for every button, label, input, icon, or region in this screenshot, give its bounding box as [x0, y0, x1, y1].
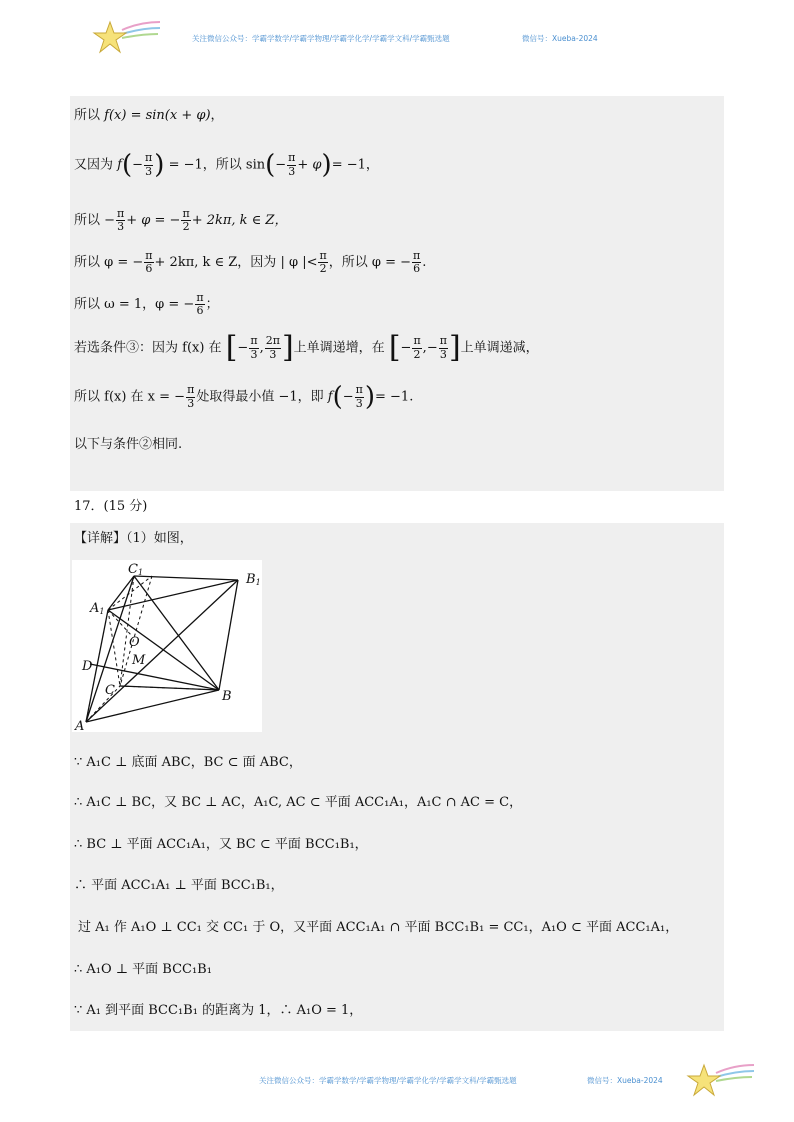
text: 所以 − — [74, 213, 116, 229]
fraction — [287, 152, 296, 177]
fraction — [144, 250, 153, 275]
den: 6 — [196, 304, 204, 318]
text: 处取得最小值 −1，即 — [196, 389, 324, 405]
den: 3 — [250, 347, 258, 361]
num: π — [413, 334, 421, 348]
paren: ( — [332, 382, 343, 412]
label-a: A — [75, 719, 85, 732]
statement-2: ∴ A₁C ⊥ BC，又 BC ⊥ AC，A₁C, AC ⊂ 平面 ACC₁A₁，A₁C ∩ AC = C， — [74, 795, 523, 810]
text: 所以 f(x) 在 x = − — [74, 389, 186, 405]
text: 所以 φ = − — [74, 255, 144, 271]
prism-diagram — [72, 560, 262, 732]
paren: ( — [265, 150, 276, 180]
formula: sin — [245, 157, 266, 173]
bracket: ] — [281, 330, 294, 365]
num: π — [319, 249, 327, 262]
statement-5: 过 A₁ 作 A₁O ⊥ CC₁ 交 CC₁ 于 O，又平面 ACC₁A₁ ∩ 平面 BCC₁B₁ = CC₁，A₁O ⊂ 平面 ACC₁A₁， — [78, 920, 679, 935]
text: 所以 — [74, 108, 101, 123]
text: ， — [210, 108, 224, 123]
formula: f(x) = sin(x + φ) — [104, 108, 211, 123]
statement-1: ∵ A₁C ⊥ 底面 ABC，BC ⊂ 面 ABC， — [74, 755, 302, 770]
text: − — [400, 340, 412, 356]
fraction — [249, 335, 258, 360]
label-a1: A1 — [90, 601, 105, 616]
num: π — [117, 207, 125, 220]
fraction — [195, 292, 204, 317]
label-c1: C1 — [128, 562, 144, 577]
bracket: [ — [388, 330, 401, 365]
num: π — [439, 334, 447, 348]
num: 2π — [265, 334, 280, 348]
text: 若选条件③：因为 f(x) 在 — [74, 340, 222, 356]
fraction — [412, 335, 421, 360]
bracket: [ — [225, 330, 238, 365]
text: 又因为 — [74, 157, 114, 173]
bracket: ] — [448, 330, 461, 365]
text: − — [132, 157, 144, 173]
text: − — [426, 340, 438, 356]
footer-wechat: 微信号：Xueba-2024 — [587, 1076, 663, 1085]
prism-figure — [72, 560, 262, 732]
den: 2 — [182, 220, 190, 234]
fraction — [318, 250, 327, 275]
text: 所以 ω = 1，φ = − — [74, 297, 195, 313]
fraction — [265, 335, 281, 360]
fraction — [181, 208, 190, 233]
den: 2 — [319, 262, 327, 276]
num: π — [413, 249, 421, 262]
paren: ( — [121, 150, 133, 180]
den: 3 — [269, 347, 277, 361]
statement-6: ∴ A₁O ⊥ 平面 BCC₁B₁ — [74, 962, 212, 977]
text: . — [422, 255, 427, 271]
text: = −1，所以 — [168, 157, 242, 173]
line-2 — [74, 152, 379, 178]
fraction — [116, 208, 125, 233]
num: π — [250, 334, 258, 348]
den: 3 — [187, 396, 195, 410]
den: 3 — [145, 164, 153, 178]
text: − — [237, 340, 249, 356]
line-1 — [74, 109, 224, 122]
text: = −1， — [331, 157, 379, 173]
num: π — [145, 249, 153, 262]
line-7 — [74, 384, 413, 410]
footer-text: 关注微信公众号：学霸学数学/学霸学物理/学霸学化学/学霸学文科/学霸甄选题 — [259, 1076, 517, 1085]
text: 上单调递减， — [460, 340, 539, 356]
fraction — [144, 152, 153, 177]
question-number: 17．(15 分) — [74, 499, 148, 514]
label-b1: B1 — [246, 572, 261, 587]
label-o: O — [129, 635, 140, 650]
star-logo-icon — [92, 16, 162, 58]
header-text: 关注微信公众号：学霸学数学/学霸学物理/学霸学化学/学霸学文科/学霸甄选题 — [192, 34, 450, 43]
page-footer — [0, 1055, 794, 1105]
page-header — [0, 0, 794, 80]
num: π — [182, 207, 190, 220]
text: 上单调递增，在 — [293, 340, 385, 356]
text: = −1. — [375, 389, 414, 405]
header-wechat: 微信号：Xueba-2024 — [522, 34, 598, 43]
statement-4: ∴ 平面 ACC₁A₁ ⊥ 平面 BCC₁B₁， — [74, 878, 284, 893]
detail-heading: 【详解】（1）如图， — [74, 531, 193, 546]
line-4 — [74, 250, 426, 275]
den: 2 — [413, 347, 421, 361]
formula: + φ — [297, 157, 322, 173]
den: 3 — [117, 220, 125, 234]
den: 6 — [413, 262, 421, 276]
num: π — [288, 151, 296, 165]
formula: + φ = − — [126, 213, 181, 229]
den: 3 — [288, 164, 296, 178]
formula: f — [117, 157, 122, 173]
num: π — [145, 151, 153, 165]
statement-3: ∴ BC ⊥ 平面 ACC₁A₁，又 BC ⊂ 平面 BCC₁B₁， — [74, 837, 368, 852]
text: , — [422, 340, 427, 356]
den: 3 — [355, 396, 363, 410]
text: − — [342, 389, 354, 405]
fraction — [355, 384, 364, 409]
num: π — [355, 383, 363, 397]
paren: ) — [154, 150, 165, 180]
label-c: C — [105, 683, 115, 698]
fraction — [439, 335, 448, 360]
line-8: 以下与条件②相同. — [74, 437, 183, 452]
paren: ) — [364, 382, 376, 412]
fraction — [186, 384, 195, 409]
text: ； — [205, 297, 219, 313]
line-3 — [74, 208, 287, 233]
statement-7: ∵ A₁ 到平面 BCC₁B₁ 的距离为 1，∴ A₁O = 1， — [74, 1003, 363, 1018]
text: , — [259, 340, 264, 356]
star-logo-icon — [686, 1059, 756, 1101]
line-5 — [74, 292, 219, 317]
num: π — [196, 291, 204, 304]
den: 6 — [145, 262, 153, 276]
text: − — [275, 157, 287, 173]
line-6 — [74, 330, 539, 365]
label-b: B — [222, 689, 232, 704]
formula: f — [327, 389, 333, 405]
label-m: M — [132, 653, 146, 668]
paren: ) — [321, 150, 332, 180]
text: + 2kπ, k ∈ Z，因为 | φ |< — [154, 255, 318, 271]
label-d: D — [82, 659, 93, 674]
fraction — [412, 250, 421, 275]
den: 3 — [439, 347, 447, 361]
formula: + 2kπ, k ∈ Z， — [191, 213, 288, 229]
text: ，所以 φ = − — [328, 255, 411, 271]
num: π — [187, 383, 195, 397]
